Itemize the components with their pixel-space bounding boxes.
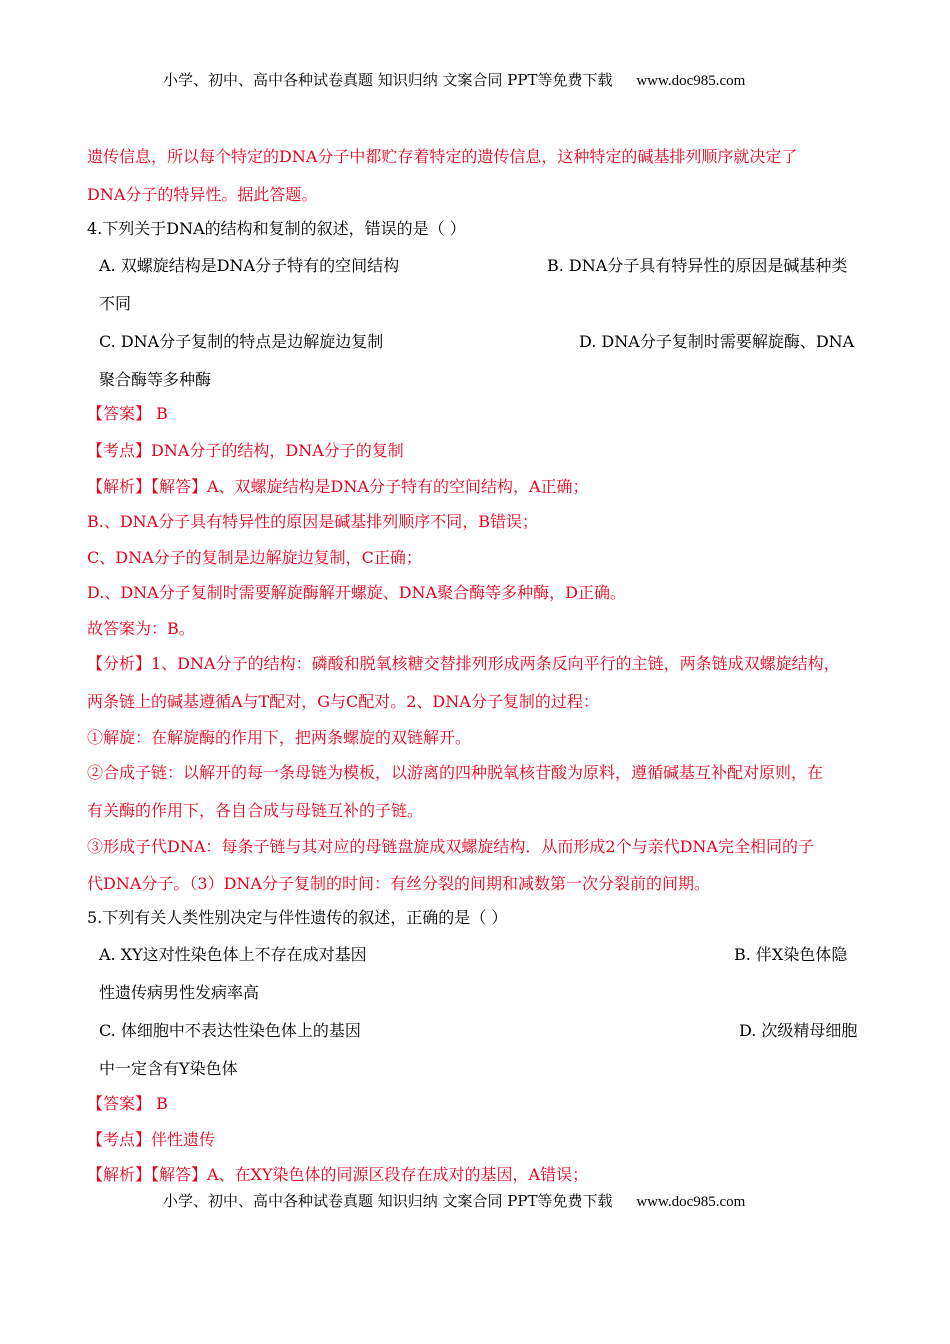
option-5a: A. XY这对性染色体上不存在成对基因 — [99, 945, 367, 964]
option-4b-cont: 不同 — [99, 294, 132, 313]
answer-5: 【答案】 B — [87, 1094, 168, 1113]
footer-site: www.doc985.com — [636, 1194, 746, 1210]
header-text: 小学、初中、高中各种试卷真题 知识归纳 文案合同 PPT等免费下载 — [163, 71, 613, 89]
page-header — [163, 69, 745, 92]
option-5b: B. 伴X染色体隐 — [734, 945, 848, 964]
analysis-4b: B.、DNA分子具有特异性的原因是碱基排列顺序不同，B错误； — [87, 512, 538, 531]
page-footer — [163, 1190, 745, 1213]
analysis-4e: 故答案为：B。 — [87, 619, 195, 638]
explanation-4-6: ③形成子代DNA：每条子链与其对应的母链盘旋成双螺旋结构．从而形成2个与亲代DNA完全相同的子 — [87, 837, 814, 856]
footer-text: 小学、初中、高中各种试卷真题 知识归纳 文案合同 PPT等免费下载 — [163, 1192, 613, 1210]
option-4c: C. DNA分子复制的特点是边解旋边复制 — [99, 332, 384, 351]
analysis-5: 【解析】【解答】A、在XY染色体的同源区段存在成对的基因，A错误； — [87, 1165, 589, 1184]
option-5b-cont: 性遗传病男性发病率高 — [99, 983, 260, 1002]
text-line: 遗传信息，所以每个特定的DNA分子中都贮存着特定的遗传信息，这种特定的碱基排列顺序就决定了 — [87, 147, 798, 166]
analysis-4c: C、DNA分子的复制是边解旋边复制，C正确； — [87, 548, 422, 567]
topic-4: 【考点】DNA分子的结构，DNA分子的复制 — [87, 441, 404, 460]
option-5d-cont: 中一定含有Y染色体 — [99, 1059, 238, 1078]
question-5: 5.下列有关人类性别决定与伴性遗传的叙述，正确的是（ ） — [87, 908, 508, 927]
analysis-4: 【解析】【解答】A、双螺旋结构是DNA分子特有的空间结构，A正确； — [87, 477, 589, 496]
header-site: www.doc985.com — [636, 73, 746, 89]
explanation-4-1: 【分析】1、DNA分子的结构：磷酸和脱氧核糖交替排列形成两条反向平行的主链，两条链成双螺旋结构， — [87, 654, 840, 673]
option-4a: A. 双螺旋结构是DNA分子特有的空间结构 — [99, 256, 400, 275]
option-5d: D. 次级精母细胞 — [739, 1021, 858, 1040]
question-4: 4.下列关于DNA的结构和复制的叙述，错误的是（ ） — [87, 219, 466, 238]
explanation-4-5: 有关酶的作用下，各自合成与母链互补的子链。 — [87, 801, 424, 820]
analysis-4d: D.、DNA分子复制时需要解旋酶解开螺旋、DNA聚合酶等多种酶，D正确。 — [87, 583, 626, 602]
explanation-4-7: 代DNA分子。（3）DNA分子复制的时间：有丝分裂的间期和减数第一次分裂前的间期。 — [87, 874, 710, 893]
option-4b: B. DNA分子具有特异性的原因是碱基种类 — [547, 256, 848, 275]
option-5c: C. 体细胞中不表达性染色体上的基因 — [99, 1021, 361, 1040]
option-4d-cont: 聚合酶等多种酶 — [99, 370, 212, 389]
explanation-4-4: ②合成子链：以解开的每一条母链为模板，以游离的四种脱氧核苷酸为原料，遵循碱基互补配对原则，在 — [87, 763, 824, 782]
explanation-4-2: 两条链上的碱基遵循A与T配对，G与C配对。2、DNA分子复制的过程： — [87, 692, 599, 711]
topic-5: 【考点】伴性遗传 — [87, 1130, 216, 1149]
explanation-4-3: ①解旋：在解旋酶的作用下，把两条螺旋的双链解开。 — [87, 728, 472, 747]
option-4d: D. DNA分子复制时需要解旋酶、DNA — [579, 332, 855, 351]
text-line: DNA分子的特异性。据此答题。 — [87, 185, 318, 204]
answer-4: 【答案】 B — [87, 404, 168, 423]
